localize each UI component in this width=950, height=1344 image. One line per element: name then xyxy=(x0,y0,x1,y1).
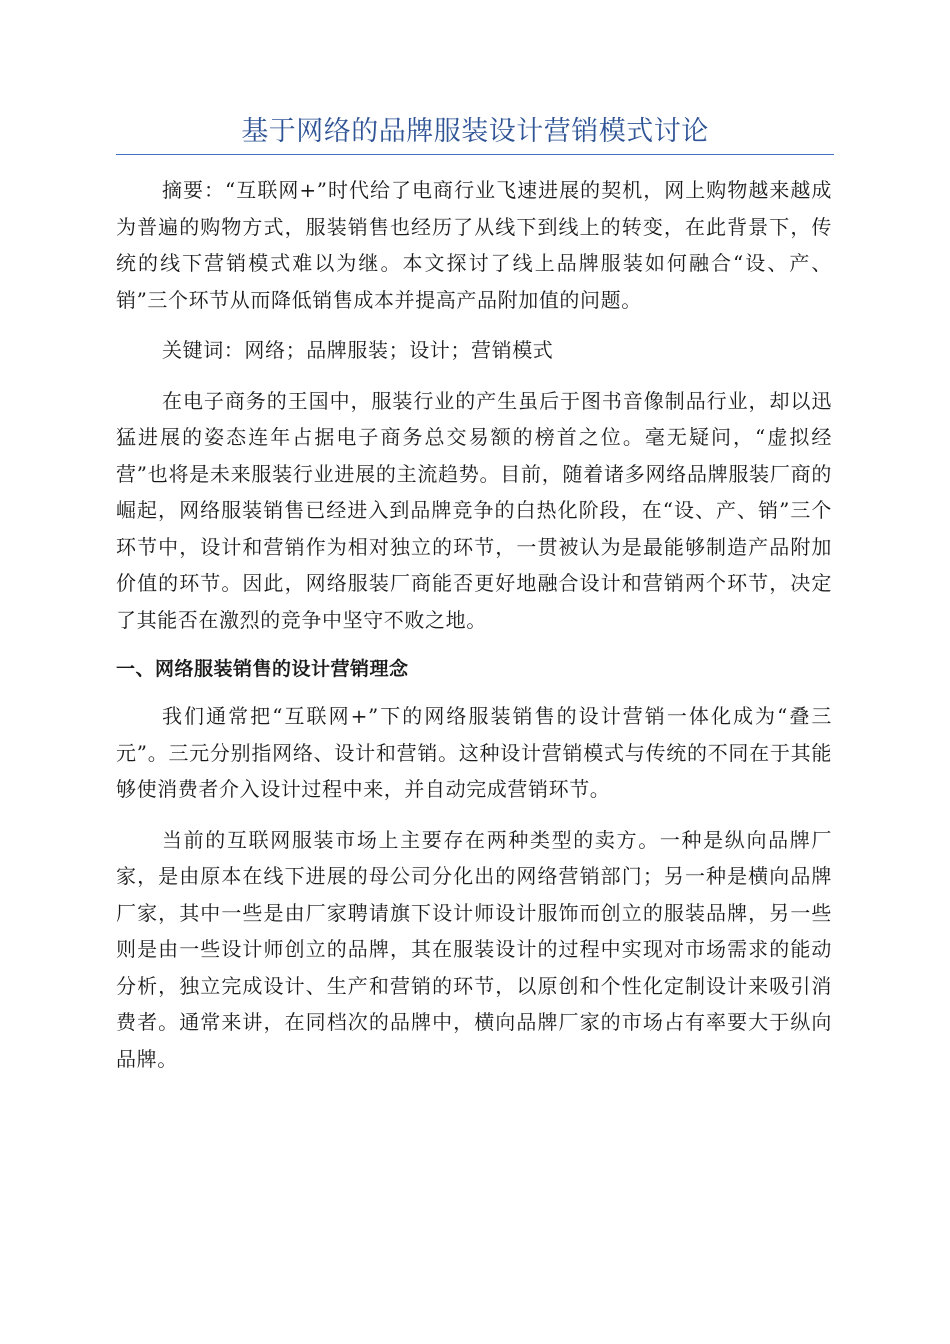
abstract-paragraph: 摘要：“互联网+”时代给了电商行业飞速进展的契机，网上购物越来越成为普遍的购物方式，服装销售也经历了从线下到线上的转变，在此背景下，传统的线下营销模式难以为继。本文探讨了线上品牌服装如何融合“设、产、销”三个环节从而降低销售成本并提高产品附加值的问题。 xyxy=(116,178,832,312)
document-title: 基于网络的品牌服装设计营销模式讨论 xyxy=(241,116,709,147)
section-paragraph-1: 我们通常把“互联网+”下的网络服装销售的设计营销一体化成为“叠三元”。三元分别指网络、设计和营销。这种设计营销模式与传统的不同在于其能够使消费者介入设计过程中来，并自动完成营销环节。 xyxy=(116,704,832,801)
section-paragraph-2: 当前的互联网服装市场上主要存在两种类型的卖方。一种是纵向品牌厂家，是由原本在线下进展的母公司分化出的网络营销部门；另一种是横向品牌厂家，其中一些是由厂家聘请旗下设计师设计服饰而创立的服装品牌，另一些则是由一些设计师创立的品牌，其在服装设计的过程中实现对市场需求的能动分析，独立完成设计、生产和营销的环节，以原创和个性化定制设计来吸引消费者。通常来讲，在同档次的品牌中，横向品牌厂家的市场占有率要大于纵向品牌。 xyxy=(116,827,832,1071)
section-heading: 一、网络服装销售的设计营销理念 xyxy=(116,658,409,680)
intro-paragraph: 在电子商务的王国中，服装行业的产生虽后于图书音像制品行业，却以迅猛进展的姿态连年占据电子商务总交易额的榜首之位。毫无疑问，“虚拟经营”也将是未来服装行业进展的主流趋势。目前，随着诸多网络品牌服装厂商的崛起，网络服装销售已经进入到品牌竞争的白热化阶段，在“设、产、销”三个环节中，设计和营销作为相对独立的环节，一贯被认为是最能够制造产品附加价值的环节。因此，网络服装厂商能否更好地融合设计和营销两个环节，决定了其能否在激烈的竞争中坚守不败之地。 xyxy=(116,388,832,632)
title-underline xyxy=(116,154,834,155)
document-body xyxy=(116,172,832,1091)
keywords-line: 关键词：网络；品牌服装；设计；营销模式 xyxy=(162,338,554,362)
